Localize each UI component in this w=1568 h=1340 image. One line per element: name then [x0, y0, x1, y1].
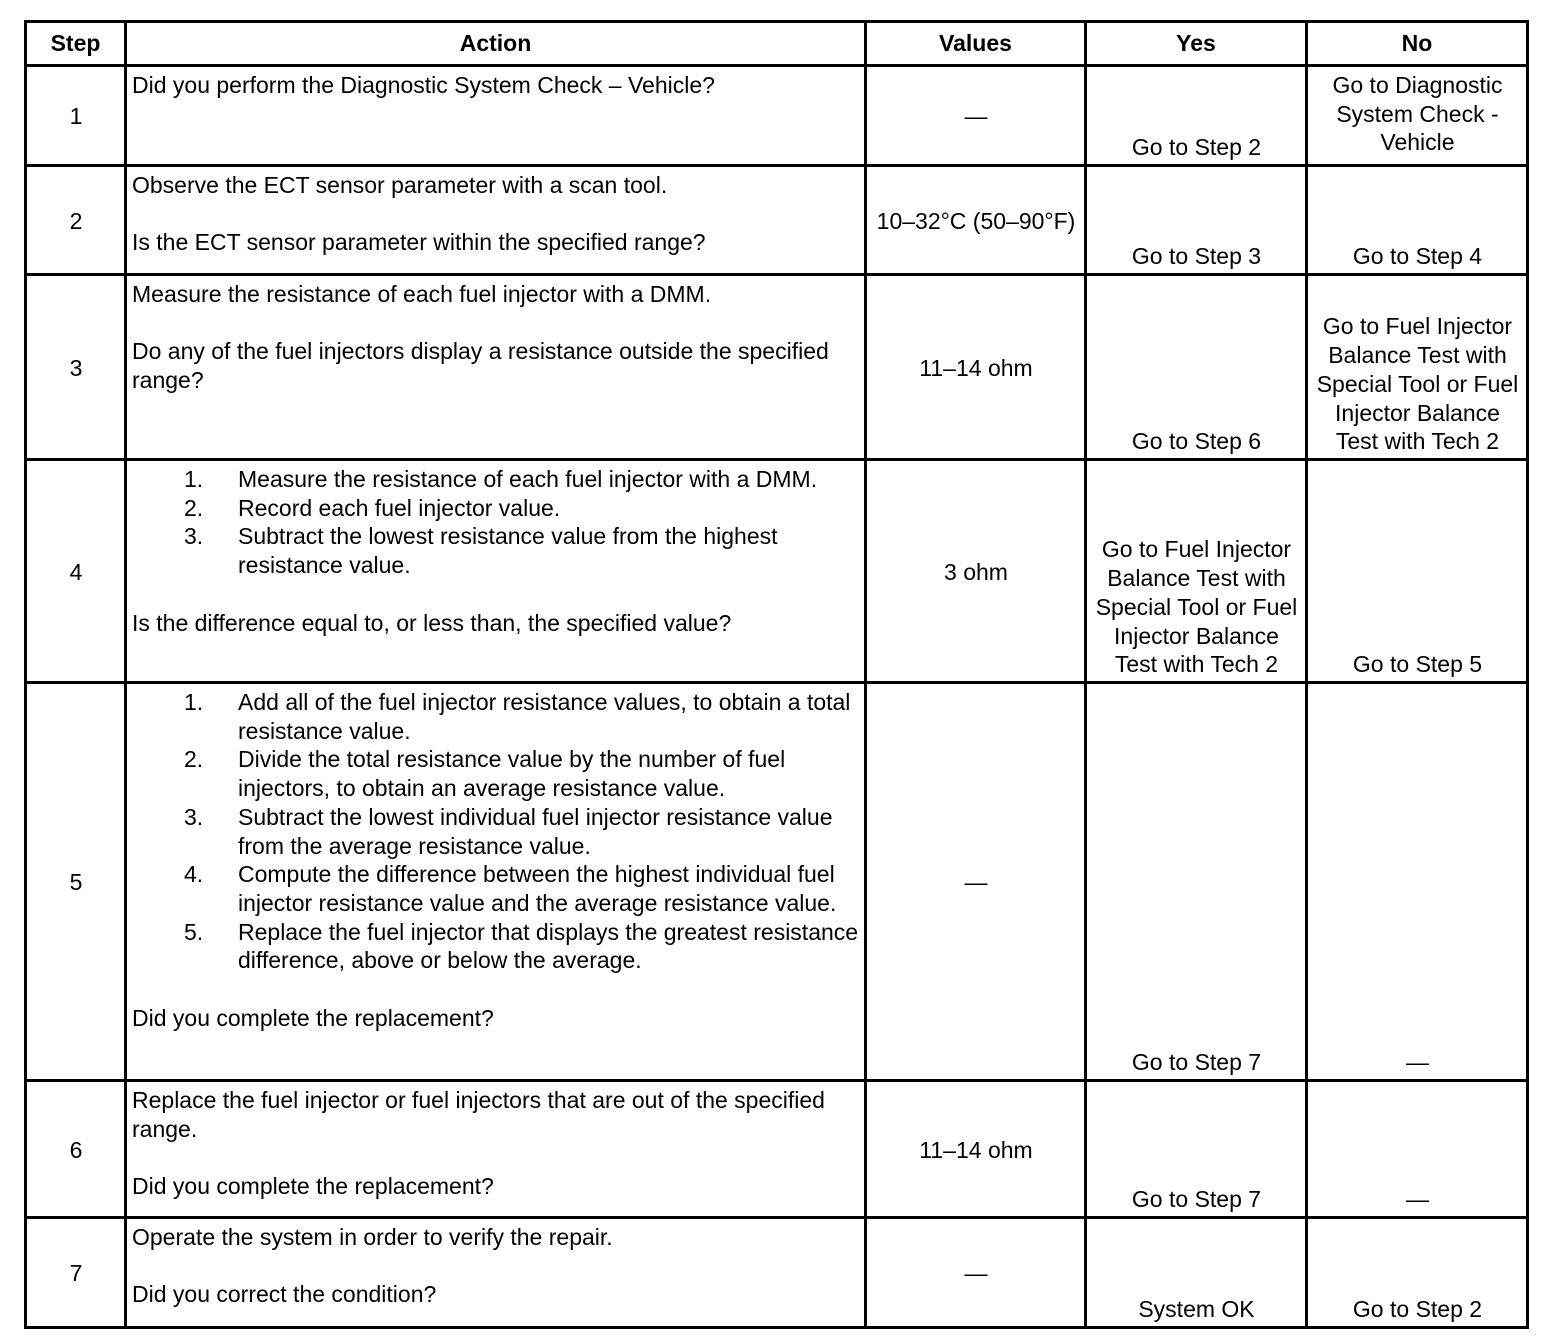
yes-cell: Go to Step 7 — [1086, 1081, 1307, 1218]
diagnostic-table — [24, 20, 1529, 1329]
list-item: Replace the fuel injector that displays the greatest resistance difference, above or below the average. — [238, 918, 859, 974]
values-cell: 11–14 ohm — [866, 1081, 1086, 1218]
action-question: Did you complete the replacement? — [132, 1004, 494, 1031]
header-no: No — [1307, 22, 1528, 66]
action-text: Did you perform the Diagnostic System Check – Vehicle? — [132, 72, 715, 98]
action-question: Is the difference equal to, or less than, the specified value? — [132, 609, 732, 636]
list-item: Record each fuel injector value. — [238, 494, 561, 521]
step-number: 2 — [26, 166, 126, 275]
step-number: 3 — [26, 275, 126, 460]
yes-cell: System OK — [1086, 1218, 1307, 1328]
header-step: Step — [26, 22, 126, 66]
action-cell — [126, 683, 866, 1081]
no-cell: Go to Step 5 — [1307, 460, 1528, 683]
step-number: 1 — [26, 66, 126, 166]
step-number: 5 — [26, 683, 126, 1081]
step-number: 7 — [26, 1218, 126, 1328]
step-number: 6 — [26, 1081, 126, 1218]
values-cell: — — [866, 66, 1086, 166]
step-number: 4 — [26, 460, 126, 683]
action-question: Is the ECT sensor parameter within the specified range? — [132, 229, 706, 256]
list-item: Divide the total resistance value by the number of fuel injectors, to obtain an average resistance value. — [238, 746, 786, 802]
action-cell — [126, 1218, 866, 1328]
header-yes: Yes — [1086, 22, 1307, 66]
no-cell: Go to Diagnostic System Check - Vehicle — [1307, 66, 1528, 166]
yes-cell: Go to Step 2 — [1086, 66, 1307, 166]
table-row — [26, 1218, 1528, 1328]
values-cell: 11–14 ohm — [866, 275, 1086, 460]
action-cell — [126, 1081, 866, 1218]
table-row — [26, 460, 1528, 683]
action-text: Observe the ECT sensor parameter with a scan tool. — [132, 172, 668, 198]
no-cell: Go to Fuel Injector Balance Test with Special Tool or Fuel Injector Balance Test with Tech 2 — [1307, 275, 1528, 460]
no-cell: Go to Step 2 — [1307, 1218, 1528, 1328]
values-cell: 3 ohm — [866, 460, 1086, 683]
action-question: Do any of the fuel injectors display a resistance outside the specified range? — [132, 338, 829, 394]
action-cell — [126, 166, 866, 275]
yes-cell: Go to Step 7 — [1086, 683, 1307, 1081]
no-cell: Go to Step 4 — [1307, 166, 1528, 275]
table-row — [26, 275, 1528, 460]
no-cell: — — [1307, 1081, 1528, 1218]
action-text: Replace the fuel injector or fuel injectors that are out of the specified range. — [132, 1087, 825, 1142]
action-cell — [126, 275, 866, 460]
header-values: Values — [866, 22, 1086, 66]
values-cell: 10–32°C (50–90°F) — [866, 166, 1086, 275]
table-row — [26, 1081, 1528, 1218]
action-cell — [126, 460, 866, 683]
values-cell: — — [866, 1218, 1086, 1328]
no-cell: — — [1307, 683, 1528, 1081]
list-item: Subtract the lowest individual fuel injector resistance value from the average resistance value. — [238, 803, 833, 859]
action-question: Did you correct the condition? — [132, 1281, 437, 1308]
table-row — [26, 66, 1528, 166]
list-item: Subtract the lowest resistance value from the highest resistance value. — [238, 523, 778, 579]
yes-cell: Go to Step 6 — [1086, 275, 1307, 460]
action-steps-list — [132, 688, 860, 975]
list-item: Measure the resistance of each fuel injector with a DMM. — [238, 466, 818, 492]
action-question: Did you complete the replacement? — [132, 1173, 494, 1200]
values-cell: — — [866, 683, 1086, 1081]
yes-cell: Go to Fuel Injector Balance Test with Special Tool or Fuel Injector Balance Test with Tech 2 — [1086, 460, 1307, 683]
header-action: Action — [126, 22, 866, 66]
list-item: Add all of the fuel injector resistance values, to obtain a total resistance value. — [238, 689, 851, 744]
action-text: Operate the system in order to verify the repair. — [132, 1224, 613, 1250]
action-steps-list — [132, 465, 860, 580]
table-row — [26, 166, 1528, 275]
action-text: Measure the resistance of each fuel injector with a DMM. — [132, 281, 712, 307]
header-row — [26, 22, 1528, 66]
action-cell — [126, 66, 866, 166]
list-item: Compute the difference between the highest individual fuel injector resistance value and the average resistance value. — [238, 861, 837, 916]
yes-cell: Go to Step 3 — [1086, 166, 1307, 275]
table-row — [26, 683, 1528, 1081]
